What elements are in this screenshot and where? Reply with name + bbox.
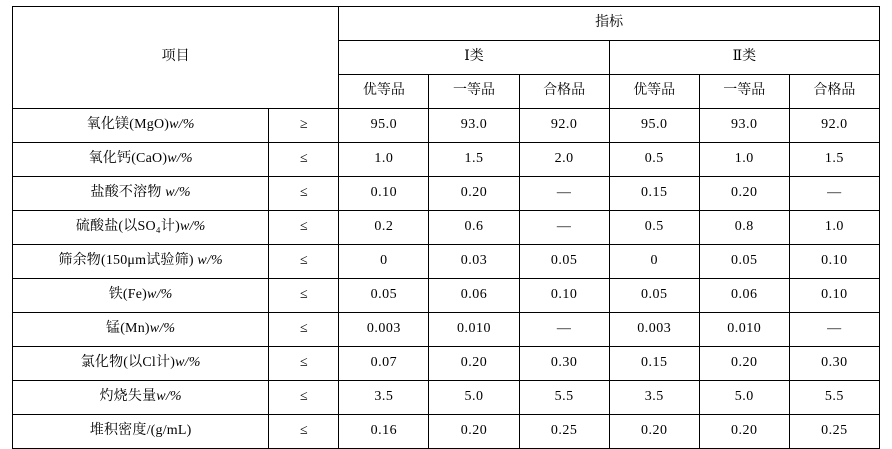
row-name [13,177,269,211]
cell-value: 0.010 [699,313,789,347]
cell-value: 0.10 [519,279,609,313]
row-name-text: 灼烧失量 [99,389,157,405]
cell-value: 0.003 [609,313,699,347]
header-grade-2c: 合格品 [789,75,879,109]
row-name-unit: w/% [167,151,193,167]
cell-value: 0.16 [339,415,429,449]
cell-value: 93.0 [699,109,789,143]
cell-value: 0.05 [609,279,699,313]
row-name-text: 锰(Mn) [106,321,150,337]
row-name-unit: w/% [149,321,176,337]
cell-value: 3.5 [339,381,429,415]
header-class-1: Ⅰ类 [339,41,609,75]
cell-value: 0.20 [609,415,699,449]
cell-value: 0.15 [609,347,699,381]
row-name [13,381,269,415]
cell-value: — [519,211,609,245]
header-class-2: Ⅱ类 [609,41,879,75]
row-name-text: 氧化钙(CaO) [88,151,168,167]
cell-value: 0.20 [699,347,789,381]
cell-value: 0.10 [339,177,429,211]
cell-value: 0.06 [429,279,519,313]
row-symbol: ≤ [269,347,339,381]
cell-value: 0.8 [699,211,789,245]
cell-value: 1.0 [789,211,879,245]
cell-value: 1.0 [699,143,789,177]
row-name [13,313,269,347]
header-item-label: 项目 [13,7,339,109]
cell-value: — [519,313,609,347]
row-name-text: 盐酸不溶物 [90,185,162,201]
cell-value: 0 [609,245,699,279]
table-row [13,279,880,313]
cell-value: 0.20 [429,347,519,381]
row-name-unit: w/% [179,219,206,235]
cell-value: 3.5 [609,381,699,415]
table-row [13,245,880,279]
row-name-unit: w/% [197,253,223,269]
cell-value: 1.5 [429,143,519,177]
table-row [13,143,880,177]
cell-value: 0.25 [519,415,609,449]
cell-value: 0.003 [339,313,429,347]
row-name-text: 氯化物(以Cl计) [80,355,176,371]
cell-value: 0.07 [339,347,429,381]
header-grade-1c: 合格品 [519,75,609,109]
table-row [13,177,880,211]
row-symbol: ≤ [269,245,339,279]
header-grade-1a: 优等品 [339,75,429,109]
row-name [13,211,269,245]
cell-value: 2.0 [519,143,609,177]
cell-value: 0.25 [789,415,879,449]
row-name-text: 铁(Fe) [108,287,148,303]
cell-value: 0.05 [699,245,789,279]
row-name-unit: w/% [169,117,195,133]
header-grade-2b: 一等品 [699,75,789,109]
cell-value: 95.0 [339,109,429,143]
row-name [13,245,269,279]
row-name-unit: w/% [165,185,191,201]
cell-value: 5.0 [699,381,789,415]
cell-value: 0.2 [339,211,429,245]
cell-value: — [519,177,609,211]
row-symbol: ≤ [269,381,339,415]
cell-value: 95.0 [609,109,699,143]
row-symbol: ≥ [269,109,339,143]
cell-value: 0.20 [699,415,789,449]
cell-value: 0.30 [789,347,879,381]
row-name [13,109,269,143]
document-page [0,6,892,439]
row-name-text: 氧化镁(MgO) [86,117,170,133]
cell-value: 92.0 [519,109,609,143]
table-body [13,109,880,449]
cell-value: 0.6 [429,211,519,245]
table-row [13,211,880,245]
cell-value: 0.20 [429,415,519,449]
cell-value: 0.15 [609,177,699,211]
cell-value: 0.5 [609,211,699,245]
row-name [13,347,269,381]
cell-value: 0.20 [429,177,519,211]
table-row [13,313,880,347]
header-index-label: 指标 [339,7,880,41]
row-name-text: 硫酸盐(以SO₄计) [75,219,180,235]
row-name [13,415,269,449]
cell-value: — [789,177,879,211]
table-header [13,7,880,109]
row-symbol: ≤ [269,415,339,449]
header-grade-1b: 一等品 [429,75,519,109]
cell-value: 0 [339,245,429,279]
row-symbol: ≤ [269,313,339,347]
table-row [13,109,880,143]
header-grade-2a: 优等品 [609,75,699,109]
table-row [13,347,880,381]
row-name-text: 筛余物(150μm试验筛) [58,253,194,269]
row-name-text: 堆积密度/(g/mL) [89,423,192,439]
cell-value: 5.5 [519,381,609,415]
cell-value: 0.010 [429,313,519,347]
cell-value: 0.05 [339,279,429,313]
table-row [13,415,880,449]
cell-value: 0.05 [519,245,609,279]
row-symbol: ≤ [269,143,339,177]
cell-value: 0.5 [609,143,699,177]
row-symbol: ≤ [269,279,339,313]
cell-value: 0.10 [789,245,879,279]
row-symbol: ≤ [269,177,339,211]
row-name-unit: w/% [156,389,182,405]
cell-value: 0.10 [789,279,879,313]
cell-value: 5.5 [789,381,879,415]
cell-value: 1.5 [789,143,879,177]
row-name [13,279,269,313]
row-name-unit: w/% [175,355,201,371]
header-row-index [13,7,880,41]
cell-value: 5.0 [429,381,519,415]
table-row [13,381,880,415]
row-symbol: ≤ [269,211,339,245]
cell-value: 0.20 [699,177,789,211]
cell-value: 0.06 [699,279,789,313]
specification-table [12,6,880,449]
cell-value: 0.30 [519,347,609,381]
cell-value: 93.0 [429,109,519,143]
cell-value: — [789,313,879,347]
row-name-unit: w/% [147,287,173,303]
cell-value: 1.0 [339,143,429,177]
cell-value: 92.0 [789,109,879,143]
cell-value: 0.03 [429,245,519,279]
row-name [13,143,269,177]
